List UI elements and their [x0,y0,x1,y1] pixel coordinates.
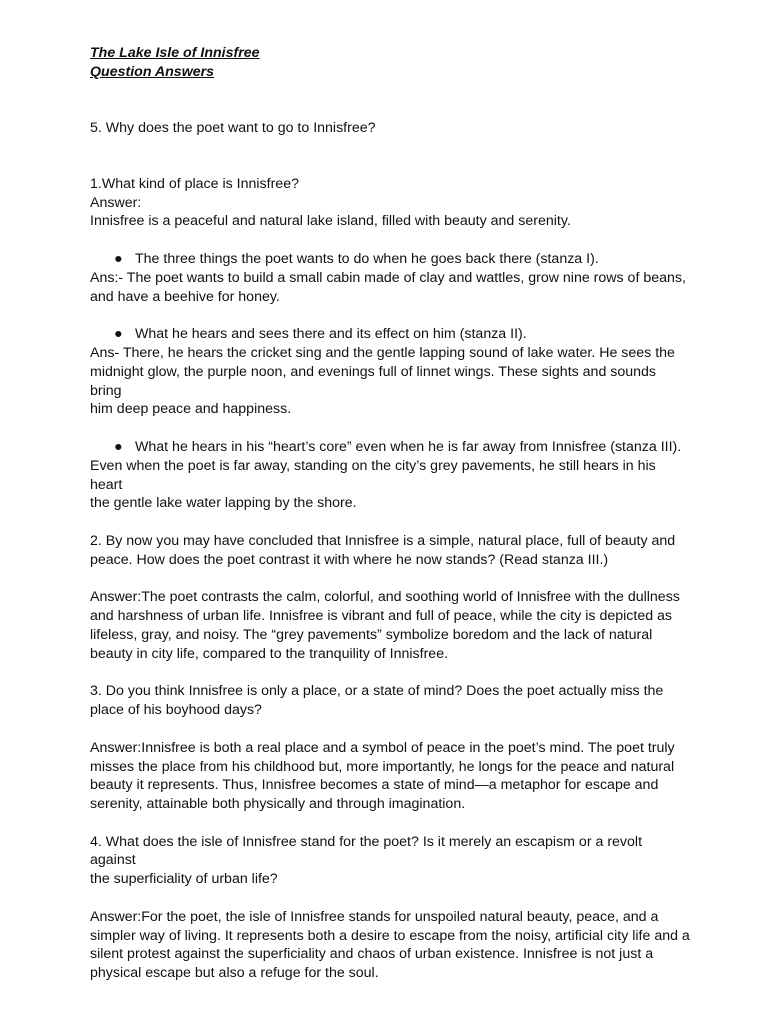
question-5: 5. Why does the poet want to go to Innisfree? [90,120,376,136]
question-2-answer-line: beauty in city life, compared to the tranquility of Innisfree. [90,645,449,662]
bullet-item-3 [90,438,690,457]
question-3-line: place of his boyhood days? [90,702,262,719]
bullet-icon: ● [114,438,123,455]
question-3-answer-line: Answer:Innisfree is both a real place and a symbol of peace in the poet’s mind. The poet truly [90,739,675,756]
question-2-answer-line: and harshness of urban life. Innisfree is vibrant and full of peace, while the city is depicted as [90,608,673,625]
bullet-item-2 [90,325,690,344]
question-3-answer-line: misses the place from his childhood but, more importantly, he longs for the peace and natural [90,758,675,775]
bullet-2-answer-line: Ans- There, he hears the cricket sing and the gentle lapping sound of lake water. He sees the [90,344,675,361]
bullet-text: What he hears and sees there and its effect on him (stanza II). [135,326,527,343]
question-4-answer-line: physical escape but also a refuge for the soul. [90,965,379,982]
question-3-line: 3. Do you think Innisfree is only a place, or a state of mind? Does the poet actually miss the [90,683,664,700]
document-subtitle: Question Answers [90,64,215,80]
question-3-answer-line: beauty it represents. Thus, Innisfree becomes a state of mind—a metaphor for escape and [90,777,659,794]
answer-label: Answer: [90,194,142,211]
question-3-answer-line: serenity, attainable both physically and through imagination. [90,796,466,813]
bullet-text: The three things the poet wants to do when he goes back there (stanza I). [135,250,599,267]
bullet-1-answer-line: Ans:- The poet wants to build a small cabin made of clay and wattles, grow nine rows of beans, [90,269,686,286]
question-4-answer-line: silent protest against the superficiality and chaos of urban existence. Innisfree is not just a [90,946,654,963]
question-4-answer-line: Answer:For the poet, the isle of Innisfree stands for unspoiled natural beauty, peace, and a [90,908,659,925]
question-2-answer-line: Answer:The poet contrasts the calm, colorful, and soothing world of Innisfree with the dullness [90,589,680,606]
question-1: 1.What kind of place is Innisfree? [90,175,299,192]
bullet-item-1 [90,250,690,269]
question-2-line: peace. How does the poet contrast it with where he now stands? (Read stanza III.) [90,551,609,568]
bullet-3-answer-line: Even when the poet is far away, standing on the city’s grey pavements, he still hears in his heart [90,457,656,493]
bullet-icon: ● [114,250,123,267]
document-title: The Lake Isle of Innisfree [90,45,260,61]
question-4-answer-line: simpler way of living. It represents both a desire to escape from the noisy, artificial city life and a [90,927,690,944]
document-page [90,44,690,983]
bullet-text: What he hears in his “heart’s core” even when he is far away from Innisfree (stanza III). [135,438,682,455]
question-4-line: 4. What does the isle of Innisfree stand for the poet? Is it merely an escapism or a revolt against [90,833,643,869]
bullet-3-answer-line: the gentle lake water lapping by the shore. [90,495,357,512]
bullet-icon: ● [114,326,123,343]
question-2-answer-line: lifeless, gray, and noisy. The “grey pavements” symbolize boredom and the lack of natural [90,626,653,643]
bullet-1-answer-line: and have a beehive for honey. [90,288,280,305]
bullet-2-answer-line: him deep peace and happiness. [90,401,292,418]
question-2-line: 2. By now you may have concluded that Innisfree is a simple, natural place, full of beauty and [90,532,676,549]
bullet-2-answer-line: midnight glow, the purple noon, and evenings full of linnet wings. These sights and sounds bring [90,363,657,399]
question-1-answer: Innisfree is a peaceful and natural lake island, filled with beauty and serenity. [90,213,571,230]
question-4-line: the superficiality of urban life? [90,871,278,888]
